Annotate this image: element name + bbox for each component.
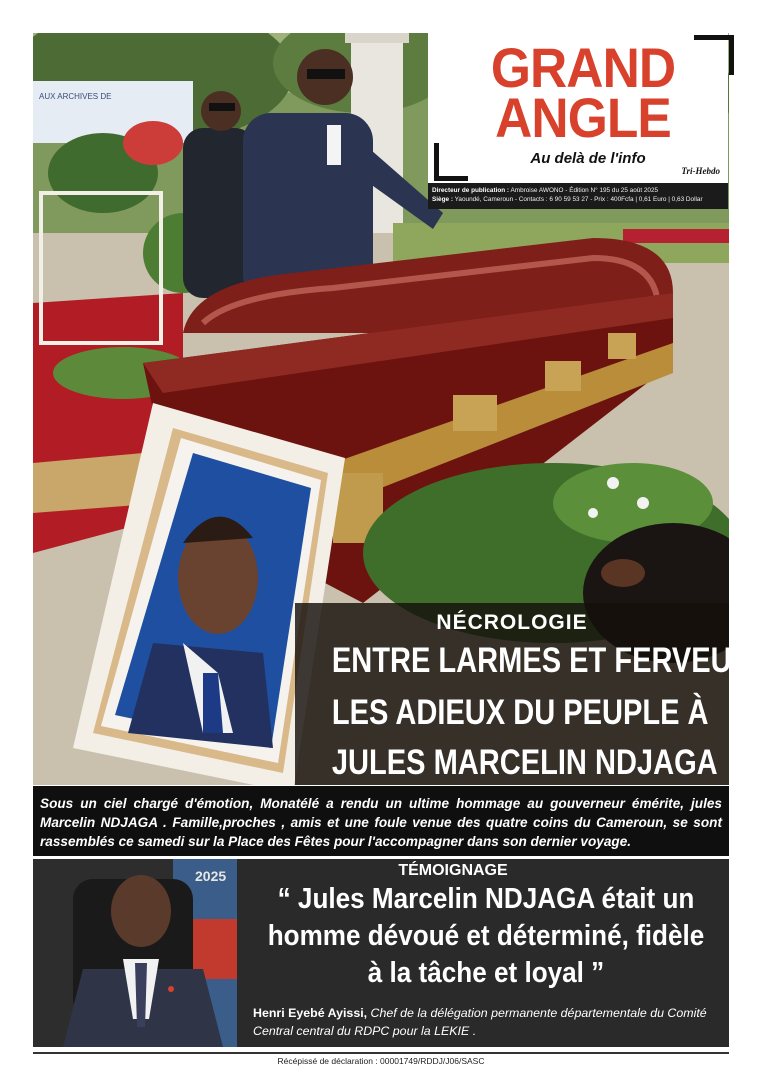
testimony-quote: “ Jules Marcelin NDJAGA était un homme dévoué et déterminé, fidèle à la tâche et loyal ”: [267, 883, 705, 989]
testimony-block: [33, 859, 729, 1047]
publication-frequency: Tri-Hebdo: [681, 166, 720, 176]
info-label: Siège :: [432, 196, 453, 203]
newspaper-tagline: Au delà de l'info: [530, 150, 646, 167]
main-headline-block: [295, 603, 761, 785]
testimony-author: [253, 1004, 723, 1040]
headline-line: JULES MARCELIN NDJAGA: [331, 743, 718, 782]
author-name: Henri Eyebé Ayissi,: [253, 1006, 368, 1020]
section-kicker: NÉCROLOGIE: [436, 611, 588, 634]
footer-divider: [33, 1052, 729, 1054]
author-role: Chef de la délégation permanente départementale du Comité Central central du RDPC pour la LEKIE .: [253, 1006, 707, 1038]
newspaper-title: [459, 36, 707, 149]
speaker-photo: [33, 859, 237, 1047]
info-label: Directeur de publication :: [432, 187, 510, 194]
info-value: Yaoundé, Cameroun - Contacts : 6 90 59 53 27 - Prix : 400Fcfa | 0,61 Euro | 0,63 Dollar: [452, 196, 703, 203]
backdrop-text: 2025: [195, 868, 227, 884]
masthead: [428, 33, 728, 209]
svg-text:AUX ARCHIVES DE: AUX ARCHIVES DE: [39, 92, 112, 101]
testimony-kicker: TÉMOIGNAGE: [398, 862, 508, 879]
masthead-corner-mark: [434, 143, 468, 181]
declaration-receipt: Récépissé de déclaration : 00001749/RDDJ/J06/SASC: [277, 1056, 485, 1066]
lead-paragraph: Sous un ciel chargé d'émotion, Monatélé a rendu un ultime hommage au gouverneur émérite, jules Marcelin NDJAGA . Famille,proches , amis et une foule venue des quatre coins du Cameroun, se sont rassemblés ce samedi sur la Place des Fêtes pour l'accompagner dans son dernier voyage.: [33, 786, 729, 856]
publication-info: [428, 183, 728, 209]
headline-line: ENTRE LARMES ET FERVEUR,: [331, 641, 761, 680]
headline-line: LES ADIEUX DU PEUPLE À: [331, 693, 709, 732]
title-line-1: GRAND: [490, 36, 676, 99]
info-value: Ambroise AWONO - Édition N° 195 du 25 août 2025: [509, 187, 659, 194]
title-line-2: ANGLE: [495, 86, 671, 149]
